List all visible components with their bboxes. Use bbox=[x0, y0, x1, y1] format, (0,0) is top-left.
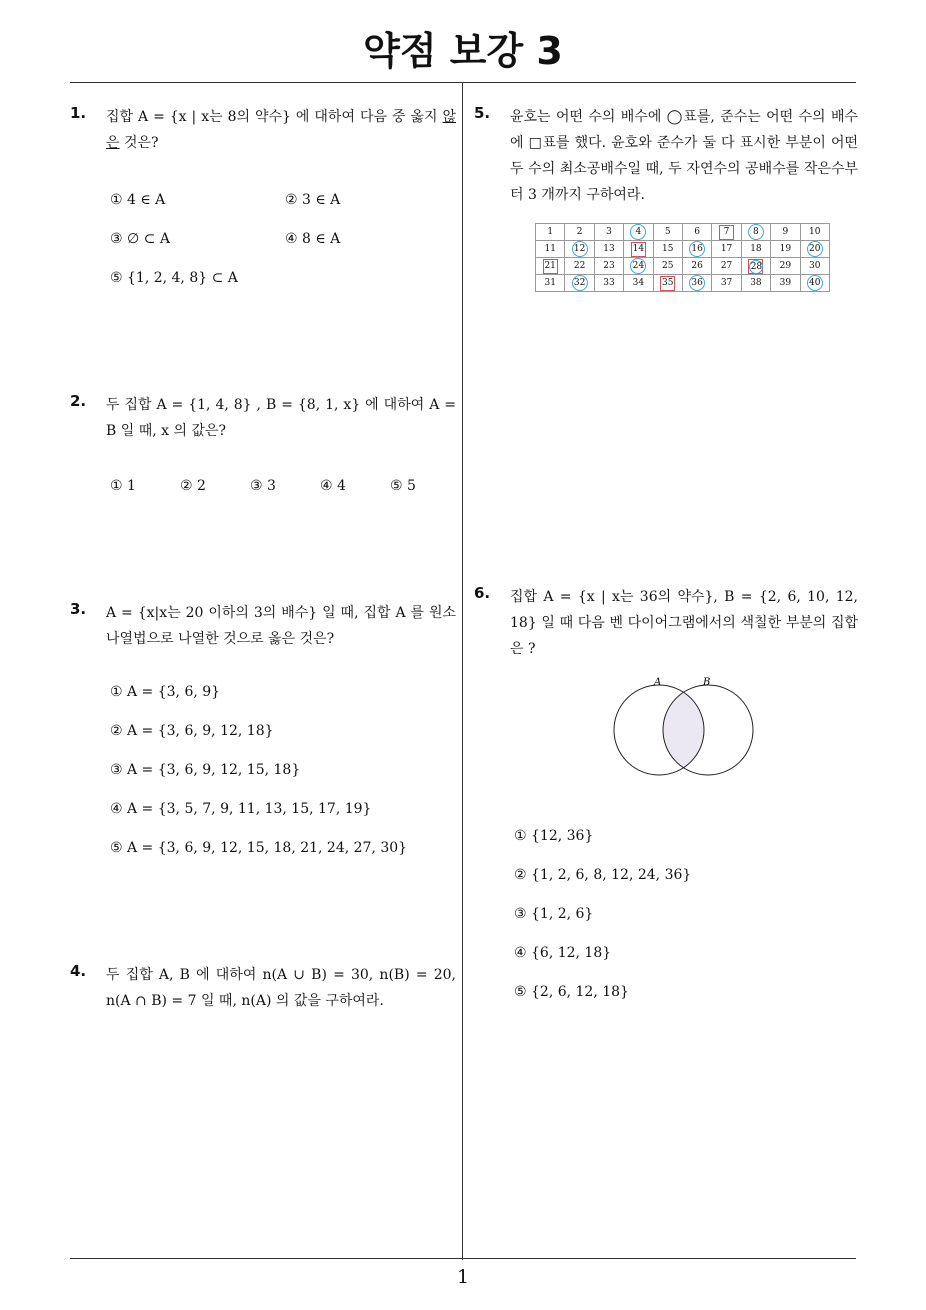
problem-number: 2. bbox=[70, 392, 87, 410]
option-1[interactable]: ① 1 bbox=[110, 478, 136, 494]
cell-number: 19 bbox=[779, 244, 792, 254]
option-1[interactable]: ① 4 ∈ A bbox=[110, 192, 166, 208]
cell-number: 18 bbox=[750, 244, 762, 254]
option-2[interactable]: ② {1, 2, 6, 8, 12, 24, 36} bbox=[514, 867, 692, 883]
problem-text: 두 집합 A, B 에 대하여 n(A ∪ B) = 30, n(B) = 20, n(A ∩ B) = 7 일 때, n(A) 의 값을 구하여라. bbox=[106, 967, 456, 1009]
circle-mark: 8 bbox=[748, 224, 764, 240]
problem-text: 두 집합 A = {1, 4, 8} , B = {8, 1, x} 에 대하여 A = B 일 때, x 의 값은? bbox=[106, 397, 456, 439]
column-divider bbox=[462, 82, 463, 1260]
option-3[interactable]: ③ ∅ ⊂ A bbox=[110, 231, 170, 247]
cell-number: 31 bbox=[544, 278, 556, 288]
page-title: 약점 보강 3 bbox=[363, 29, 563, 73]
option-2[interactable]: ② 2 bbox=[180, 478, 206, 494]
option-3[interactable]: ③ A = {3, 6, 9, 12, 15, 18} bbox=[110, 762, 301, 778]
circle-mark: 32 bbox=[572, 275, 588, 291]
grid-cell bbox=[741, 224, 770, 241]
grid-cell bbox=[741, 241, 770, 258]
circle-mark: 40 bbox=[807, 275, 823, 291]
both-mark: 28 bbox=[748, 259, 763, 274]
grid-cell bbox=[800, 241, 829, 258]
bottom-rule bbox=[70, 1258, 856, 1259]
option-4[interactable]: ④ 8 ∈ A bbox=[285, 231, 341, 247]
square-mark: 21 bbox=[543, 259, 558, 274]
grid-cell bbox=[712, 241, 741, 258]
grid-row bbox=[536, 224, 830, 241]
grid-cell bbox=[682, 258, 711, 275]
cell-number: 37 bbox=[720, 278, 733, 288]
number-grid bbox=[535, 223, 830, 292]
grid-cell bbox=[712, 224, 741, 241]
problem-number: 4. bbox=[70, 962, 87, 980]
grid-cell bbox=[741, 275, 770, 292]
cell-number: 39 bbox=[779, 278, 792, 288]
circle-mark: 4 bbox=[630, 224, 646, 240]
grid-cell bbox=[594, 241, 623, 258]
square-mark: 7 bbox=[719, 225, 734, 240]
cell-number: 2 bbox=[576, 227, 583, 237]
top-rule bbox=[70, 82, 856, 83]
cell-number: 13 bbox=[603, 244, 615, 254]
circle-mark: 12 bbox=[572, 241, 588, 257]
cell-number: 10 bbox=[808, 227, 821, 237]
grid-cell bbox=[800, 224, 829, 241]
problem-number: 5. bbox=[474, 104, 491, 122]
grid-cell bbox=[800, 275, 829, 292]
grid-cell bbox=[771, 258, 800, 275]
grid-cell bbox=[536, 224, 565, 241]
grid-cell bbox=[536, 241, 565, 258]
circle-mark: 16 bbox=[689, 241, 705, 257]
cell-number: 11 bbox=[544, 244, 556, 254]
problem-number: 6. bbox=[474, 584, 491, 602]
cell-number: 9 bbox=[782, 227, 789, 237]
problem-text: A = {x|x는 20 이하의 3의 배수} 일 때, 집합 A 를 원소나열법으로 나열한 것으로 옳은 것은? bbox=[106, 605, 456, 647]
grid-cell bbox=[594, 275, 623, 292]
venn-label-b: B bbox=[703, 677, 711, 688]
problem-text: 윤호는 어떤 수의 배수에 ◯표를, 준수는 어떤 수의 배수에 □표를 했다. 윤호와 준수가 둘 다 표시한 부분이 어떤 두 수의 최소공배수일 때, 두 자연수의 공배수를 작은수부터 3 개까지 구하여라. bbox=[510, 109, 858, 203]
cell-number: 33 bbox=[603, 278, 615, 288]
cell-number: 38 bbox=[750, 278, 762, 288]
grid-cell bbox=[741, 258, 770, 275]
option-5[interactable]: ⑤ {1, 2, 4, 8} ⊂ A bbox=[110, 270, 238, 286]
cell-number: 17 bbox=[720, 244, 733, 254]
grid-cell bbox=[682, 275, 711, 292]
page-number: 1 bbox=[456, 1266, 470, 1288]
grid-row bbox=[536, 258, 830, 275]
cell-number: 25 bbox=[662, 261, 674, 271]
grid-cell bbox=[565, 275, 594, 292]
cell-number: 29 bbox=[779, 261, 792, 271]
grid-cell bbox=[653, 258, 682, 275]
grid-cell bbox=[712, 275, 741, 292]
cell-number: 26 bbox=[691, 261, 703, 271]
grid-cell bbox=[682, 241, 711, 258]
option-3[interactable]: ③ {1, 2, 6} bbox=[514, 906, 594, 922]
grid-cell bbox=[565, 241, 594, 258]
grid-cell bbox=[624, 241, 653, 258]
cell-number: 5 bbox=[664, 227, 671, 237]
grid-cell bbox=[771, 224, 800, 241]
grid-cell bbox=[624, 258, 653, 275]
grid-cell bbox=[653, 275, 682, 292]
grid-cell bbox=[653, 241, 682, 258]
option-2[interactable]: ② A = {3, 6, 9, 12, 18} bbox=[110, 723, 274, 739]
option-5[interactable]: ⑤ A = {3, 6, 9, 12, 15, 18, 21, 24, 27, 30} bbox=[110, 840, 408, 856]
option-4[interactable]: ④ A = {3, 5, 7, 9, 11, 13, 15, 17, 19} bbox=[110, 801, 372, 817]
option-5[interactable]: ⑤ 5 bbox=[390, 478, 416, 494]
grid-cell bbox=[800, 258, 829, 275]
option-4[interactable]: ④ 4 bbox=[320, 478, 346, 494]
grid-cell bbox=[624, 224, 653, 241]
grid-cell bbox=[594, 258, 623, 275]
cell-number: 1 bbox=[547, 227, 554, 237]
grid-cell bbox=[771, 241, 800, 258]
circle-mark: 24 bbox=[630, 258, 646, 274]
grid-cell bbox=[594, 224, 623, 241]
option-3[interactable]: ③ 3 bbox=[250, 478, 276, 494]
cell-number: 27 bbox=[720, 261, 733, 271]
grid-cell bbox=[536, 275, 565, 292]
grid-cell bbox=[712, 258, 741, 275]
grid-cell bbox=[771, 275, 800, 292]
grid-cell bbox=[624, 275, 653, 292]
square-mark: 14 bbox=[631, 242, 646, 257]
problem-number: 3. bbox=[70, 600, 87, 618]
number-grid-table bbox=[535, 223, 830, 292]
grid-row bbox=[536, 275, 830, 292]
cell-number: 30 bbox=[808, 261, 821, 271]
venn-diagram bbox=[600, 670, 770, 780]
cell-number: 3 bbox=[606, 227, 612, 237]
cell-number: 23 bbox=[603, 261, 615, 271]
option-1[interactable]: ① {12, 36} bbox=[514, 828, 594, 844]
venn-label-a: A bbox=[654, 677, 662, 688]
option-5[interactable]: ⑤ {2, 6, 12, 18} bbox=[514, 984, 629, 1000]
circle-mark: 20 bbox=[807, 241, 823, 257]
grid-cell bbox=[565, 224, 594, 241]
cell-number: 6 bbox=[694, 227, 701, 237]
option-1[interactable]: ① A = {3, 6, 9} bbox=[110, 684, 221, 700]
cell-number: 22 bbox=[573, 261, 586, 271]
underlined-word: 않은 bbox=[106, 109, 456, 151]
circle-mark: 36 bbox=[689, 275, 705, 291]
grid-cell bbox=[653, 224, 682, 241]
cell-number: 15 bbox=[662, 244, 674, 254]
option-2[interactable]: ② 3 ∈ A bbox=[285, 192, 341, 208]
grid-cell bbox=[682, 224, 711, 241]
option-4[interactable]: ④ {6, 12, 18} bbox=[514, 945, 612, 961]
problem-text: 집합 A = {x | x는 36의 약수}, B = {2, 6, 10, 12, 18} 일 때 다음 벤 다이어그램에서의 색칠한 부분의 집합은 ? bbox=[510, 589, 858, 657]
square-mark: 35 bbox=[660, 276, 675, 291]
problem-text: 집합 A = {x | x는 8의 약수} 에 대하여 다음 중 옳지 않은 것은? bbox=[106, 109, 456, 151]
cell-number: 34 bbox=[632, 278, 645, 288]
problem-number: 1. bbox=[70, 104, 87, 122]
grid-cell bbox=[536, 258, 565, 275]
grid-row bbox=[536, 241, 830, 258]
grid-cell bbox=[565, 258, 594, 275]
